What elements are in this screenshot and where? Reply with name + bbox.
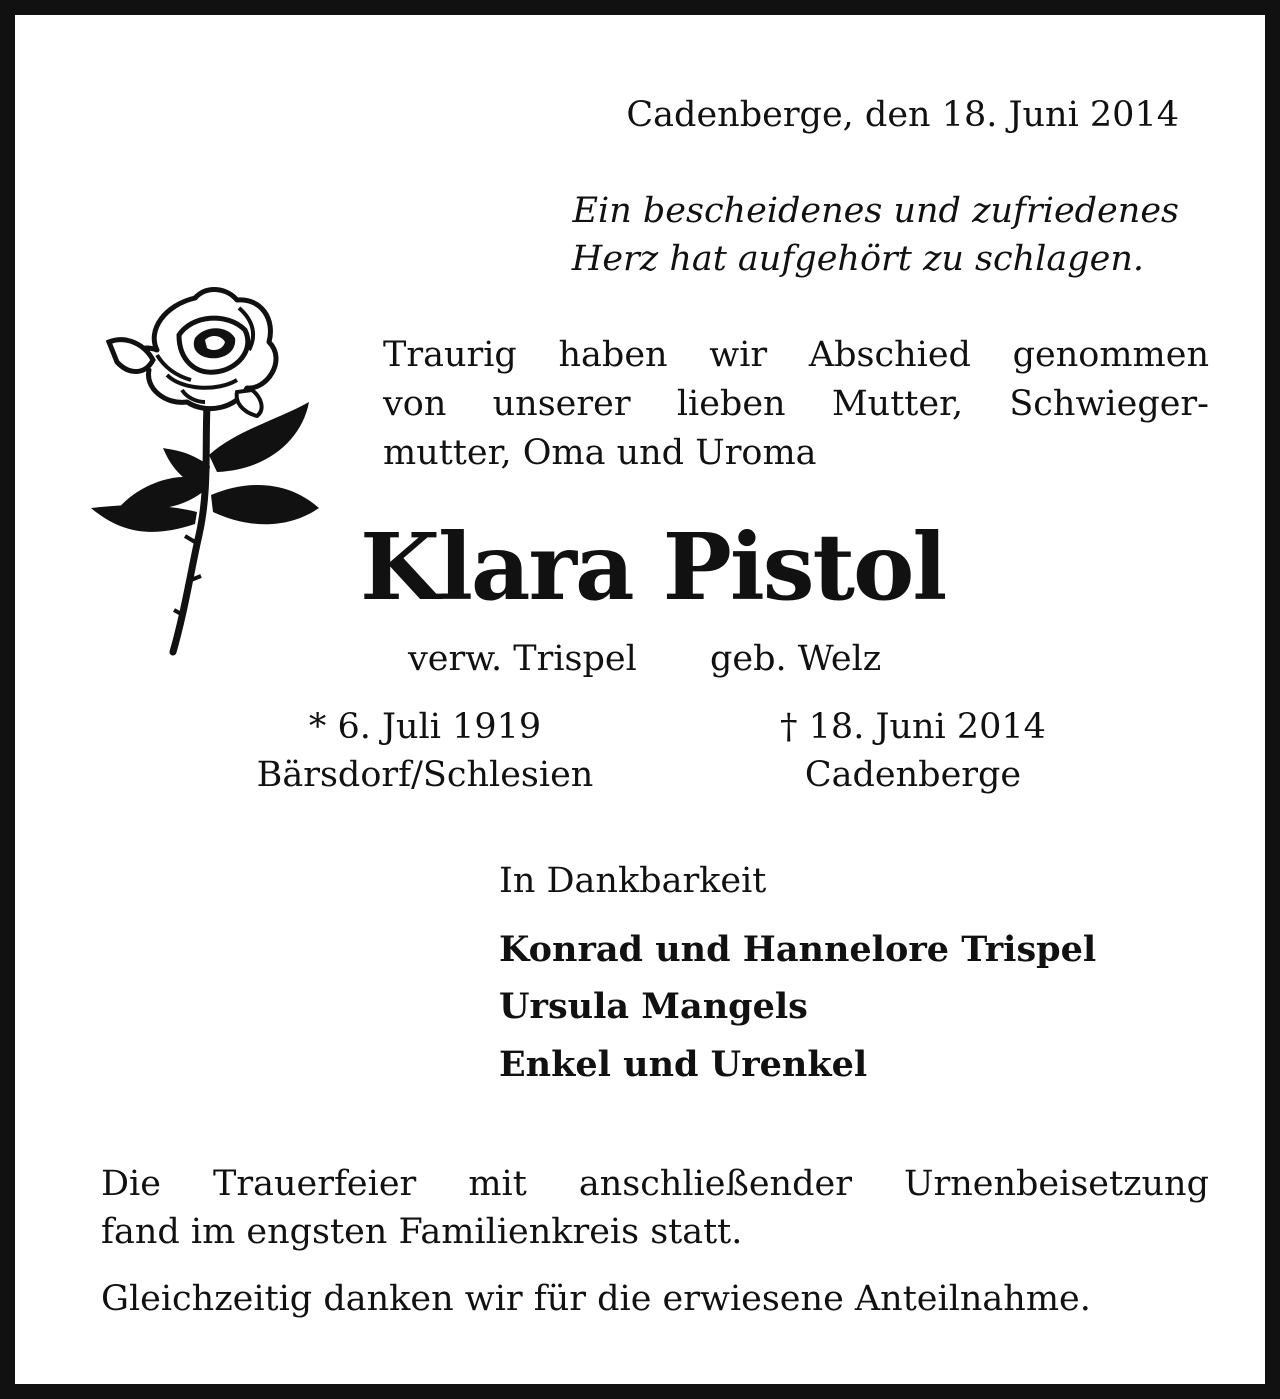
widowed-name: verw. Trispel bbox=[408, 639, 637, 679]
mourner-name: Ursula Mangels bbox=[499, 986, 808, 1027]
intro-line-1: Traurig haben wir Abschied genommen bbox=[383, 335, 1209, 375]
deceased-name: Klara Pistol bbox=[360, 513, 946, 621]
mourner-name: Enkel und Urenkel bbox=[499, 1044, 868, 1085]
place-date: Cadenberge, den 18. Juni 2014 bbox=[626, 95, 1179, 135]
rose-icon bbox=[87, 280, 327, 660]
thanks-note: Gleichzeitig danken wir für die erwiesene Anteilnahme. bbox=[101, 1279, 1091, 1319]
mourner-name: Konrad und Hannelore Trispel bbox=[499, 929, 1097, 970]
funeral-note-line-1: Die Trauerfeier mit anschließender Urnenbeisetzung bbox=[101, 1164, 1209, 1204]
quote-line-2: Herz hat aufgehört zu schlagen. bbox=[571, 239, 1144, 279]
thanks-intro: In Dankbarkeit bbox=[499, 861, 767, 901]
intro-line-3: mutter, Oma und Uroma bbox=[383, 433, 817, 473]
funeral-note-line-2: fand im engsten Familienkreis statt. bbox=[101, 1212, 743, 1252]
death-place: Cadenberge bbox=[804, 755, 1022, 795]
death-date: † 18. Juni 2014 bbox=[780, 707, 1046, 747]
quote-line-1: Ein bescheidenes und zufriedenes bbox=[572, 191, 1179, 231]
birth-place: Bärsdorf/Schlesien bbox=[256, 755, 594, 795]
intro-line-2: von unserer lieben Mutter, Schwieger- bbox=[383, 384, 1209, 424]
birth-date: * 6. Juli 1919 bbox=[308, 707, 542, 747]
birth-name: geb. Welz bbox=[710, 639, 882, 679]
